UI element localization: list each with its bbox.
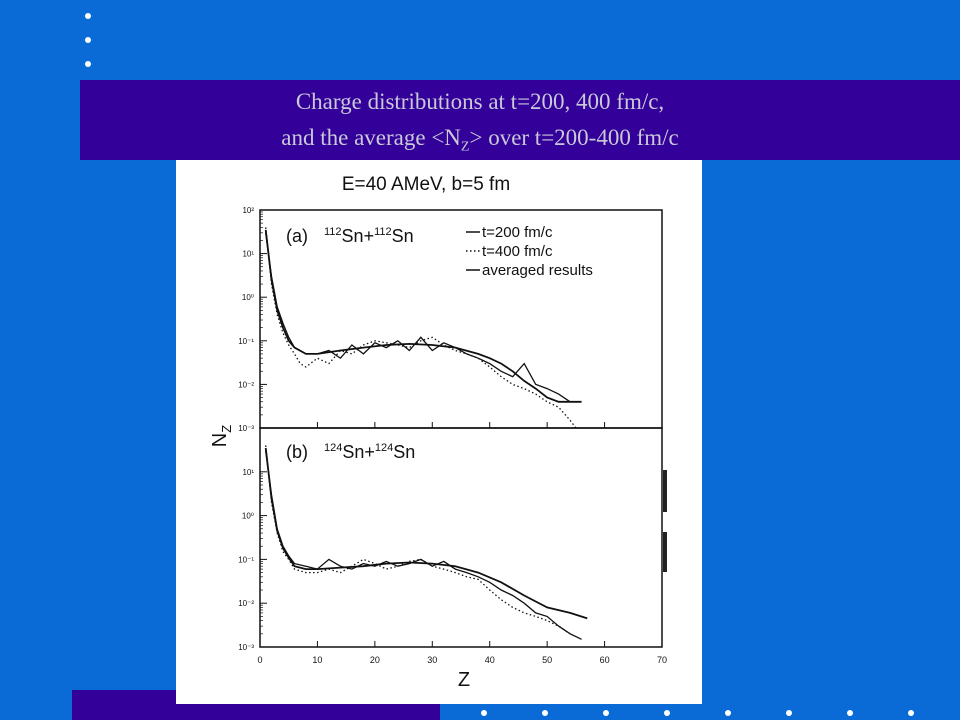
y-axis-label-main: N (209, 432, 231, 448)
panel-b-frame (260, 428, 662, 647)
x-tick-label: 0 (257, 655, 263, 665)
x-tick-label: 40 (484, 655, 495, 665)
x-tick-label: 50 (542, 655, 553, 665)
title-line-2-end: > over t=200-400 fm/c (469, 125, 679, 150)
panel-a-mass-1: 112 (324, 226, 342, 238)
x-tick-label: 70 (656, 655, 668, 665)
bullet-dot (908, 710, 914, 716)
y-tick-label: 10⁻¹ (238, 336, 254, 346)
bullet-dot (664, 710, 670, 716)
panel-b-mass-2: 124 (374, 442, 394, 454)
bullet-dot (847, 710, 853, 716)
data-series (266, 227, 588, 639)
y-tick-label: 10⁻¹ (238, 555, 254, 565)
x-axis-label: Z (457, 669, 471, 691)
y-tick-label: 10² (242, 206, 254, 215)
title-subscript: Z (460, 139, 470, 155)
bullet-dot (725, 710, 731, 716)
bullet-dot (85, 61, 91, 67)
legend-label-t400: t=400 fm/c (482, 243, 553, 260)
y-axis-label (209, 425, 234, 447)
bullet-dot (85, 37, 91, 43)
panel-a-mass-2: 112 (374, 226, 392, 238)
y-tick-label: 10⁻³ (238, 424, 254, 433)
panel-a-reaction: $^{112}$Sn+$^{112}$Sn (324, 226, 414, 246)
bullet-dot (542, 710, 548, 716)
bullet-dot (786, 710, 792, 716)
x-tick-label: 10 (312, 655, 323, 665)
bullet-dot (481, 710, 487, 716)
x-tick-label: 30 (427, 655, 438, 665)
title-line-1: Charge distributions at t=200, 400 fm/c, (295, 89, 665, 114)
scan-edge-mark (663, 470, 667, 512)
axis-ticks (238, 206, 667, 665)
panel-b-label: (b) (286, 442, 308, 462)
bullet-dot (603, 710, 609, 716)
chart-title: E=40 AMeV, b=5 fm (341, 174, 511, 195)
legend-label-t200: t=200 fm/c (482, 224, 553, 241)
panel-b-reaction: $^{124}$Sn+$^{124}$Sn (324, 442, 416, 462)
y-tick-label: 10¹ (242, 467, 254, 477)
title-line-2 (80, 120, 880, 166)
y-tick-label: 10⁻² (238, 599, 254, 609)
scan-edge-mark (663, 532, 667, 572)
panel-b-mass-1: 124 (324, 442, 343, 454)
y-axis-label-sub: Z (219, 424, 234, 433)
y-tick-label: 10⁰ (241, 293, 254, 303)
panel-a-elem-2: Sn (391, 226, 414, 246)
y-tick-label: 10⁻³ (238, 643, 254, 652)
figure-panel (176, 160, 702, 704)
panel-b-series-t200 (266, 451, 582, 639)
slide-title (80, 84, 880, 166)
panel-a-frame (260, 210, 662, 428)
panel-b-series-t400 (266, 445, 570, 633)
bullet-dot (85, 13, 91, 19)
panel-b-elem-1: Sn (342, 442, 365, 462)
y-tick-label: 10⁰ (241, 511, 254, 521)
legend-label-avg: averaged results (482, 262, 593, 279)
panel-a-elem-1: Sn (341, 226, 364, 246)
charge-distribution-chart (176, 160, 702, 704)
panel-b-elem-2: Sn (393, 442, 416, 462)
y-tick-label: 10⁻² (238, 380, 254, 390)
chart-legend (466, 224, 593, 279)
x-tick-label: 60 (599, 655, 610, 665)
y-tick-label: 10¹ (242, 249, 254, 259)
x-tick-label: 20 (369, 655, 380, 665)
panel-a-label: (a) (286, 226, 308, 246)
panel-b-series-averaged (266, 448, 588, 618)
title-line-2-start: and the average <N (281, 125, 461, 150)
